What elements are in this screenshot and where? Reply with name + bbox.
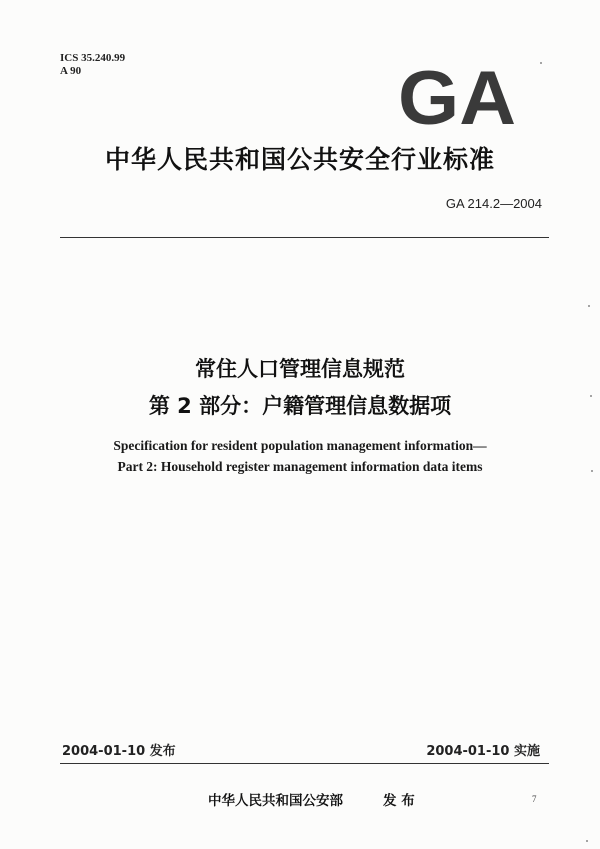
ics-code: ICS 35.240.99 [60, 52, 126, 64]
scan-speck [540, 62, 542, 64]
standard-number: GA 214.2—2004 [445, 196, 542, 211]
publish-label: 发 布 [383, 793, 415, 809]
issuing-body-title: 中华人民共和国公共安全行业标准 [104, 145, 495, 174]
chinese-title-line-1: 常住人口管理信息规范 [195, 357, 405, 381]
publisher-name: 中华人民共和国公安部 [208, 793, 343, 809]
scan-speck [588, 305, 590, 307]
issue-date: 2004-01-10 发布 [62, 744, 176, 759]
scan-speck [590, 395, 592, 397]
ga-logo [396, 66, 518, 128]
header-divider [60, 237, 549, 238]
ccs-code: A 90 [60, 65, 82, 77]
chinese-title-line-2: 第 2 部分：户籍管理信息数据项 [148, 394, 452, 418]
implementation-date: 2004-01-10 实施 [426, 744, 540, 759]
classification-codes [60, 52, 125, 78]
scan-speck [586, 840, 588, 842]
english-title-line-2: Part 2: Household register management information data items [117, 459, 483, 474]
footer-divider [60, 763, 549, 764]
english-title-line-1: Specification for resident population management information— [113, 438, 487, 453]
scan-speck [591, 470, 593, 472]
page-mark: 7 [532, 794, 537, 804]
ga-logo-text: GA [398, 66, 516, 128]
